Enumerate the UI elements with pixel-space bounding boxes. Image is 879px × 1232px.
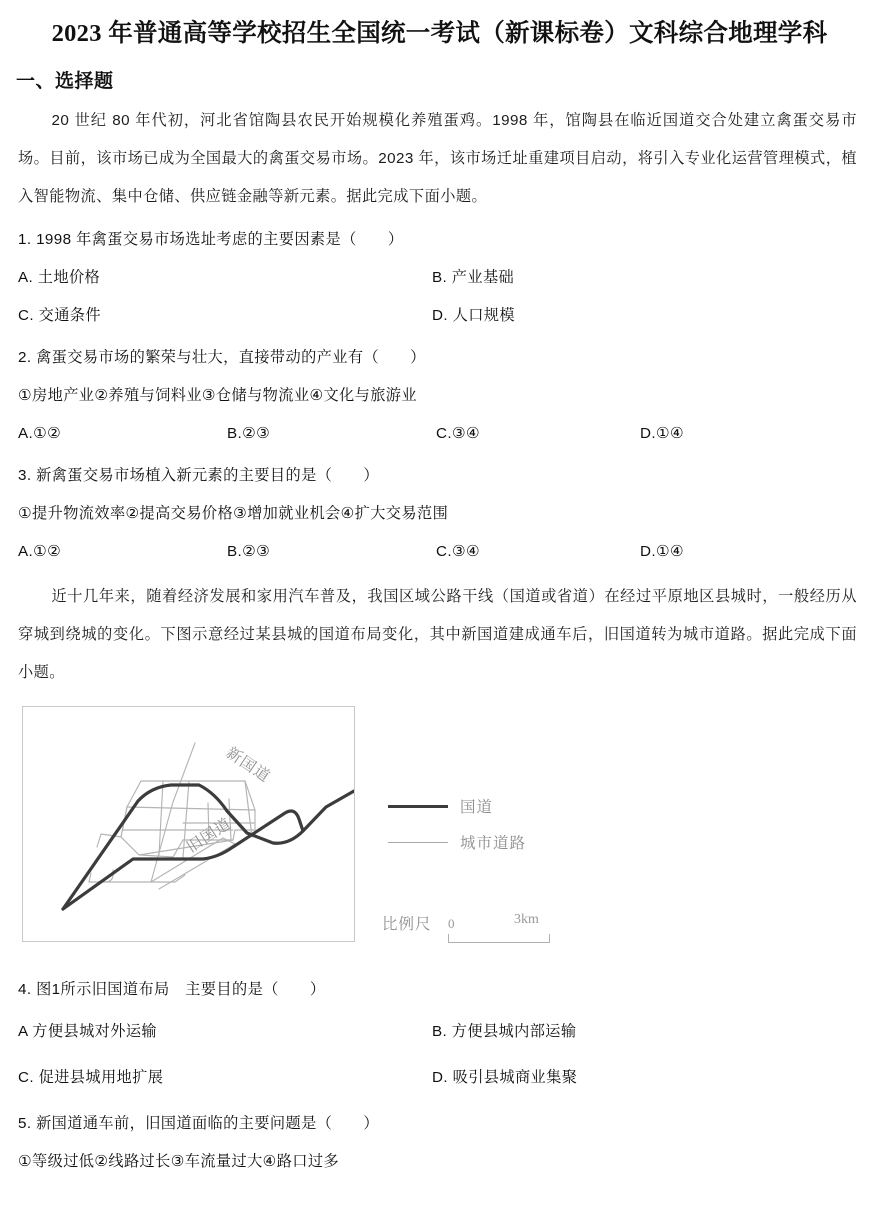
scale-bar-bracket-icon xyxy=(448,934,550,943)
scale-bar-label: 比例尺 xyxy=(382,916,432,933)
question-3-options-row xyxy=(0,534,879,570)
question-5-stem: 5. 新国道通车前，旧国道面临的主要问题是（ ） xyxy=(18,1115,380,1132)
legend-label-city-road: 城市道路 xyxy=(460,835,527,852)
question-4-option-c[interactable]: C. 促进县城用地扩展 xyxy=(18,1069,164,1086)
passage-1-text: 20 世纪 80 年代初，河北省馆陶县农民开始规模化养殖蛋鸡。1998 年，馆陶县在临近国道交合处建立禽蛋交易市场。目前，该市场已成为全国最大的禽蛋交易市场。2023 年，该市场迁址重建项目启动，将引入专业化运营管理模式，植入智能物流、集中仓储、供应链金融等新元素。据此完成下面小题。 xyxy=(18,112,857,205)
question-3-stem: 3. 新禽蛋交易市场植入新元素的主要目的是（ ） xyxy=(18,467,380,484)
new-highway-label: 新国道 xyxy=(222,744,274,787)
map-svg xyxy=(23,707,354,941)
question-1-option-a[interactable]: A. 土地价格 xyxy=(18,269,101,286)
map-legend xyxy=(388,788,608,860)
question-1-option-c[interactable]: C. 交通条件 xyxy=(18,307,101,324)
question-3-option-c[interactable]: C.③④ xyxy=(436,543,481,560)
scale-bar-min-value: 0 xyxy=(448,916,455,931)
question-2-option-b[interactable]: B.②③ xyxy=(227,425,271,442)
question-1-stem: 1. 1998 年禽蛋交易市场选址考虑的主要因素是（ ） xyxy=(18,231,404,248)
question-1-options-row-2 xyxy=(0,298,879,334)
question-2-stem: 2. 禽蛋交易市场的繁荣与壮大，直接带动的产业有（ ） xyxy=(18,349,426,366)
legend-item-city-road xyxy=(388,824,608,860)
question-1-option-b[interactable]: B. 产业基础 xyxy=(432,269,515,286)
passage-2-text: 近十几年来，随着经济发展和家用汽车普及，我国区域公路干线（国道或省道）在经过平原地区县城时，一般经历从穿城到绕城的变化。下图示意经过某县城的国道布局变化，其中新国道建成通车后，旧国道转为城市道路。据此完成下面小题。 xyxy=(18,588,857,681)
question-4-options-row-1 xyxy=(0,1010,879,1054)
question-2-option-a[interactable]: A.①② xyxy=(18,425,62,442)
question-3-sub-options: ①提升物流效率②提高交易价格③增加就业机会④扩大交易范围 xyxy=(18,505,449,522)
question-3-option-b[interactable]: B.②③ xyxy=(227,543,271,560)
city-road-line-icon xyxy=(388,842,448,843)
question-5-sub-options: ①等级过低②线路过长③车流量过大④路口过多 xyxy=(18,1153,340,1170)
question-1-option-d[interactable]: D. 人口规模 xyxy=(432,307,515,324)
question-4-stem: 4. 图1所示旧国道布局 主要目的是（ ） xyxy=(18,981,326,998)
question-1-options-row-1 xyxy=(0,260,879,296)
question-4-option-b[interactable]: B. 方便县城内部运输 xyxy=(432,1023,577,1040)
national-road-line-icon xyxy=(388,805,448,808)
section-heading-choice-questions: 一、选择题 xyxy=(16,71,114,92)
question-2-option-d[interactable]: D.①④ xyxy=(640,425,685,442)
legend-item-national-road xyxy=(388,788,608,824)
figure-county-road-layout xyxy=(0,706,879,966)
old-highway-line xyxy=(63,811,303,909)
question-4-option-a[interactable]: A 方便县城对外运输 xyxy=(18,1023,158,1040)
question-2-sub-options: ①房地产业②养殖与饲料业③仓储与物流业④文化与旅游业 xyxy=(18,387,417,404)
question-3-option-d[interactable]: D.①④ xyxy=(640,543,685,560)
old-highway-label: 旧国道 xyxy=(183,815,235,857)
question-4-options-row-2 xyxy=(0,1056,879,1100)
page-title: 2023 年普通高等学校招生全国统一考试（新课标卷）文科综合地理学科 xyxy=(51,20,828,47)
legend-label-national-road: 国道 xyxy=(460,799,494,816)
question-3-option-a[interactable]: A.①② xyxy=(18,543,62,560)
question-2-option-c[interactable]: C.③④ xyxy=(436,425,481,442)
question-2-options-row xyxy=(0,416,879,452)
question-4-option-d[interactable]: D. 吸引县城商业集聚 xyxy=(432,1069,578,1086)
map-frame xyxy=(22,706,355,942)
scale-bar-max-value: 3km xyxy=(514,912,539,927)
